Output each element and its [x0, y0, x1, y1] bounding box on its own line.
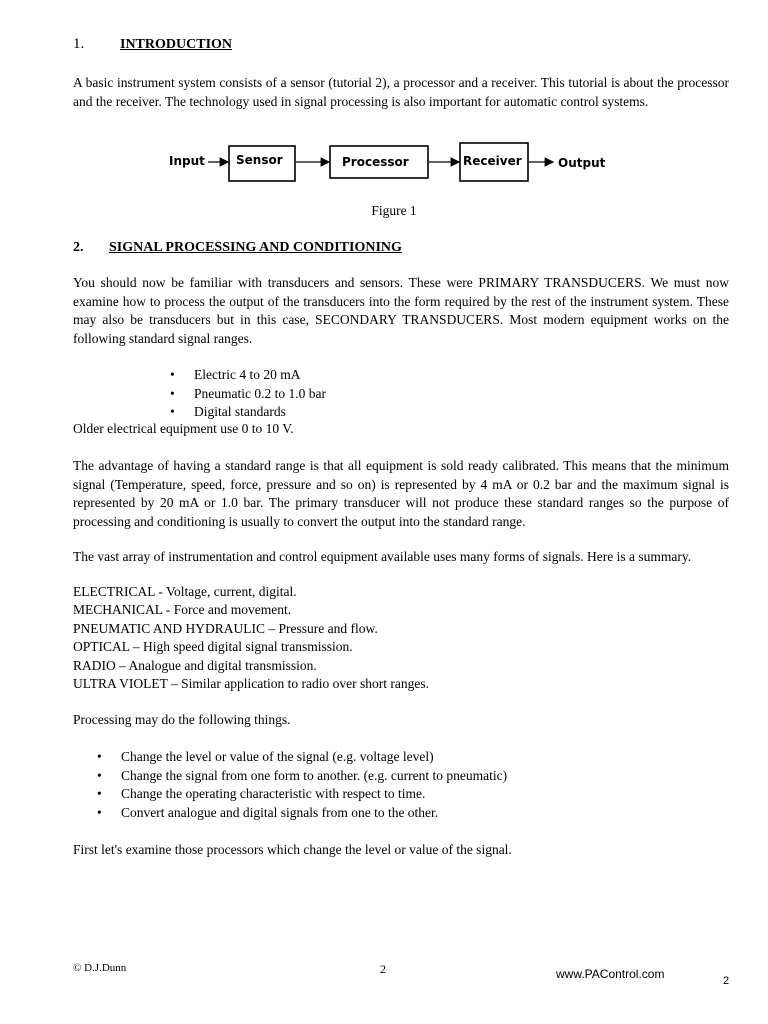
- section-1-title: INTRODUCTION: [120, 37, 233, 52]
- list-item: • Convert analogue and digital signals from one to the other.: [97, 804, 697, 823]
- list-item: • Change the signal from one form to another. (e.g. current to pneumatic): [97, 767, 697, 786]
- closing-sentence: First let's examine those processors which change the level or value of the signal.: [73, 842, 512, 857]
- section-2-paragraph-1: You should now be familiar with transducers and sensors. These were PRIMARY TRANSDUCERS. We must now examine how to process the output of the transducers into the form required by the rest of the instrument system. These may also be transducers but in this case, SECONDARY TRANSDUCERS. Most modern equipment works on the following standard signal ranges.: [73, 275, 729, 346]
- list-item: • Digital standards: [170, 403, 470, 422]
- output-label: Output: [558, 156, 606, 170]
- bullet-icon: •: [170, 385, 175, 401]
- footer-page-number: 2: [380, 962, 386, 976]
- bullet-icon: •: [97, 804, 102, 820]
- section-1-heading: [73, 36, 373, 54]
- section-2-paragraph-3: The vast array of instrumentation and control equipment available uses many forms of signals. Here is a summary.: [73, 549, 692, 564]
- receiver-label: Receiver: [463, 154, 522, 168]
- bullet-icon: •: [170, 367, 175, 382]
- input-label: Input: [169, 154, 205, 168]
- section-2-number: 2.: [73, 240, 84, 255]
- footer-website: www.PAControl.com: [556, 967, 665, 981]
- processor-label: Processor: [342, 155, 409, 169]
- list-item: ULTRA VIOLET – Similar application to radio over short ranges.: [73, 676, 429, 691]
- bullet-icon: •: [97, 749, 102, 764]
- block-diagram: [165, 141, 645, 187]
- figure-caption: Figure 1: [371, 203, 417, 218]
- bullet-icon: •: [170, 404, 175, 419]
- processing-list: [97, 748, 697, 822]
- bullet-icon: •: [97, 767, 102, 783]
- section-2-heading: [73, 240, 473, 258]
- list-item: • Electric 4 to 20 mA: [170, 366, 470, 385]
- section-2-paragraph-2: The advantage of having a standard range is that all equipment is sold ready calibrated. This means that the minimum signal (Temperature, speed, force, pressure and so on) is represented by 4 mA or 0.2 bar and the maximum signal is represented by 20 mA or 1.0 bar. The primary transducer will not produce these standard ranges so the purpose of processing and conditioning is usually to convert the output into the standard range.: [73, 458, 729, 529]
- list-item: MECHANICAL - Force and movement.: [73, 602, 292, 617]
- list-item: OPTICAL – High speed digital signal transmission.: [73, 639, 353, 654]
- processing-intro: Processing may do the following things.: [73, 712, 291, 727]
- signal-ranges-list: [170, 366, 470, 422]
- footer-copyright: © D.J.Dunn: [73, 962, 127, 974]
- section-2-title: SIGNAL PROCESSING AND CONDITIONING: [109, 240, 402, 255]
- footer-corner-page-number: 2: [723, 975, 730, 987]
- list-item: RADIO – Analogue and digital transmission.: [73, 658, 317, 673]
- list-item: ELECTRICAL - Voltage, current, digital.: [73, 584, 297, 599]
- list-item: • Pneumatic 0.2 to 1.0 bar: [170, 385, 470, 404]
- intro-paragraph: A basic instrument system consists of a sensor (tutorial 2), a processor and a receiver. This tutorial is about the processor and the receiver. The technology used in signal processing is also important for automatic control systems.: [73, 75, 729, 109]
- sensor-label: Sensor: [236, 153, 283, 167]
- older-equipment-note: Older electrical equipment use 0 to 10 V.: [73, 421, 294, 436]
- list-item: • Change the operating characteristic with respect to time.: [97, 785, 697, 804]
- section-1-number: 1.: [73, 36, 85, 52]
- list-item: • Change the level or value of the signal (e.g. voltage level): [97, 748, 697, 767]
- bullet-icon: •: [97, 786, 102, 801]
- list-item: PNEUMATIC AND HYDRAULIC – Pressure and flow.: [73, 621, 378, 636]
